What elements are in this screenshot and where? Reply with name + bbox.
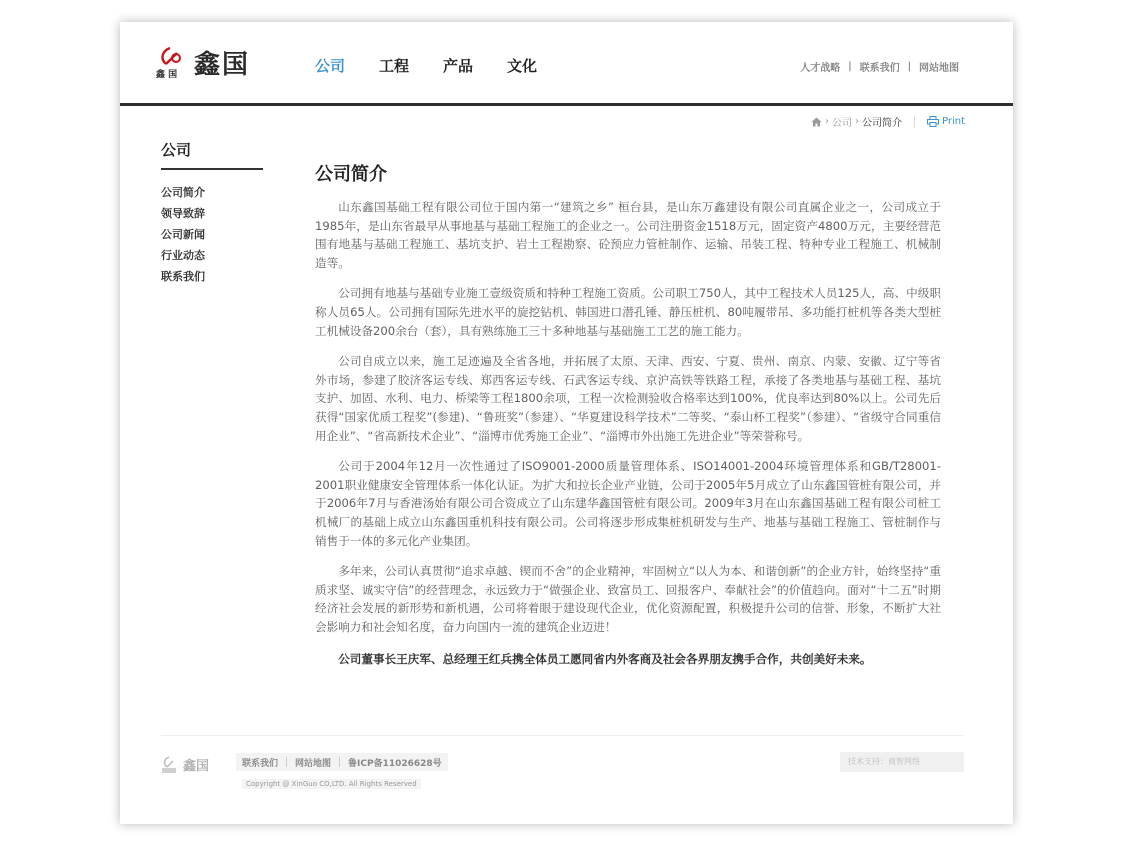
- logo-text: 鑫国: [194, 49, 251, 80]
- footer-link-sitemap[interactable]: 网站地图: [295, 758, 332, 769]
- sidebar-item-leader-speech[interactable]: 领导致辞: [161, 207, 205, 220]
- util-link-sitemap[interactable]: 网站地图: [919, 63, 959, 74]
- footer-link-separator: [339, 757, 340, 767]
- tech-support-badge[interactable]: 技术支持：商智网络: [840, 752, 964, 772]
- header-divider-bar: [120, 103, 1013, 106]
- util-separator: |: [907, 61, 911, 72]
- logo-sub-text: 鑫 国: [156, 70, 178, 80]
- main-content: [315, 160, 941, 681]
- footer-divider: [161, 735, 964, 736]
- sidebar-item-industry[interactable]: 行业动态: [161, 249, 205, 262]
- footer-link-separator: [286, 757, 287, 767]
- printer-icon: [927, 116, 939, 127]
- nav-item-culture[interactable]: 文化: [507, 57, 538, 75]
- breadcrumb-divider: [914, 116, 915, 128]
- logo-mark-icon: [156, 45, 184, 79]
- breadcrumb-item-company[interactable]: 公司: [831, 118, 852, 129]
- sidebar-item-news[interactable]: 公司新闻: [161, 228, 205, 241]
- print-button[interactable]: [927, 116, 965, 127]
- footer-link-contact[interactable]: 联系我们: [242, 758, 279, 769]
- content-paragraph: 山东鑫国基础工程有限公司位于国内第一“建筑之乡” 桓台县，是山东万鑫建设有限公司直属企业之一，公司成立于1985年，是山东省最早从事地基与基础工程施工的企业之一。公司注册资金1518万元，固定资产4800万元，主要经营范围有地基与基础工程施工、基坑支护、岩土工程勘察、砼预应力管桩制作、运输、吊装工程、特种专业工程施工、机械制造等。: [315, 200, 941, 270]
- content-paragraph: 公司拥有地基与基础专业施工壹级资质和特种工程施工资质。公司职工750人，其中工程技术人员125人，高、中级职称人员65人。公司拥有国际先进水平的旋挖钻机、韩国进口潜孔锤、静压桩机、80吨履带吊、多功能打桩机等各类大型桩工机械设备200余台（套），具有熟练施工三十多种地基与基础施工工艺的施工能力。: [315, 286, 941, 338]
- site-logo[interactable]: [156, 42, 250, 82]
- utility-nav: [800, 59, 959, 74]
- copyright-text: Copyright @ XinGuo CO,LTD. All Rights Reserved: [242, 779, 421, 789]
- home-icon[interactable]: [811, 117, 822, 127]
- footer-logo-mark-icon: [161, 756, 177, 774]
- content-paragraph: 公司于2004年12月一次性通过了ISO9001-2000质量管理体系、ISO14001-2004环境管理体系和GB/T28001-2001职业健康安全管理体系一体化认证。为扩大和拉长企业产业链，公司于2005年5月成立了山东鑫国管桩有限公司，并于2006年7月与香港汤始有限公司合资成立了山东建华鑫国管桩有限公司。2009年3月在山东鑫国基础工程有限公司桩工机械厂的基础上成立山东鑫国重机科技有限公司。公司将逐步形成集桩机研发与生产、地基与基础工程施工、管桩制作与销售于一体的多元化产业集团。: [315, 459, 941, 548]
- sidebar-item-contact[interactable]: 联系我们: [161, 270, 205, 283]
- footer-logo-text: 鑫国: [183, 759, 210, 774]
- nav-item-company[interactable]: 公司: [315, 57, 346, 75]
- nav-item-engineering[interactable]: 工程: [379, 57, 410, 75]
- sidebar-item-profile[interactable]: 公司简介: [161, 186, 205, 199]
- content-paragraph: 多年来，公司认真贯彻“追求卓越、锲而不舍”的企业精神，牢固树立“以人为本、和谐创新”的企业方针，始终坚持“重质求坚、诚实守信”的经营理念，永远致力于“做强企业、致富员工、回报客户、奉献社会”的价值趋向。面对“十二五”时期经济社会发展的新形势和新机遇，公司将着眼于建设现代企业，优化资源配置，积极提升公司的信誉、形象，不断扩大社会影响力和社会知名度，奋力向国内一流的建筑企业迈进！: [315, 564, 941, 634]
- site-header: [120, 22, 1013, 104]
- main-nav: [315, 55, 571, 76]
- nav-item-products[interactable]: 产品: [443, 57, 474, 75]
- breadcrumb-arrow-icon: ›: [854, 116, 859, 127]
- util-link-contact[interactable]: 联系我们: [859, 63, 900, 74]
- sidebar-title: 公司: [161, 139, 263, 170]
- breadcrumb: [811, 114, 965, 129]
- breadcrumb-current: 公司简介: [861, 118, 902, 129]
- page-container: [120, 22, 1013, 824]
- print-label: Print: [941, 116, 965, 127]
- footer-logo: [161, 755, 209, 774]
- closing-statement: 公司董事长王庆军、总经理王红兵携全体员工愿同省内外客商及社会各界朋友携手合作，共创美好未来。: [338, 652, 872, 667]
- breadcrumb-arrow-icon: ›: [824, 116, 829, 127]
- footer-icp-link[interactable]: 鲁ICP备11026628号: [348, 758, 442, 769]
- page-title: 公司简介: [315, 164, 387, 185]
- util-separator: |: [848, 61, 852, 72]
- footer-links: [236, 753, 448, 771]
- sidebar: [161, 139, 263, 287]
- util-link-careers[interactable]: 人才战略: [800, 63, 841, 74]
- sidebar-list: [161, 182, 263, 287]
- content-paragraph: 公司自成立以来，施工足迹遍及全省各地，并拓展了太原、天津、西安、宁夏、贵州、南京、内蒙、安徽、辽宁等省外市场，参建了胶济客运专线、郑西客运专线、石武客运专线、京沪高铁等铁路工程，承接了各类地基与基础工程、基坑支护、加固、水利、电力、桥梁等工程1800余项，工程一次检测验收合格率达到100%，优良率达到80%以上。公司先后获得“国家优质工程奖”(参建)、“鲁班奖”（参建）、“华夏建设科学技术”二等奖、“泰山杯工程奖”（参建）、“省级守合同重信用企业”、“省高新技术企业”、“淄博市优秀施工企业”、“淄博市外出施工先进企业”等荣誉称号。: [315, 354, 941, 443]
